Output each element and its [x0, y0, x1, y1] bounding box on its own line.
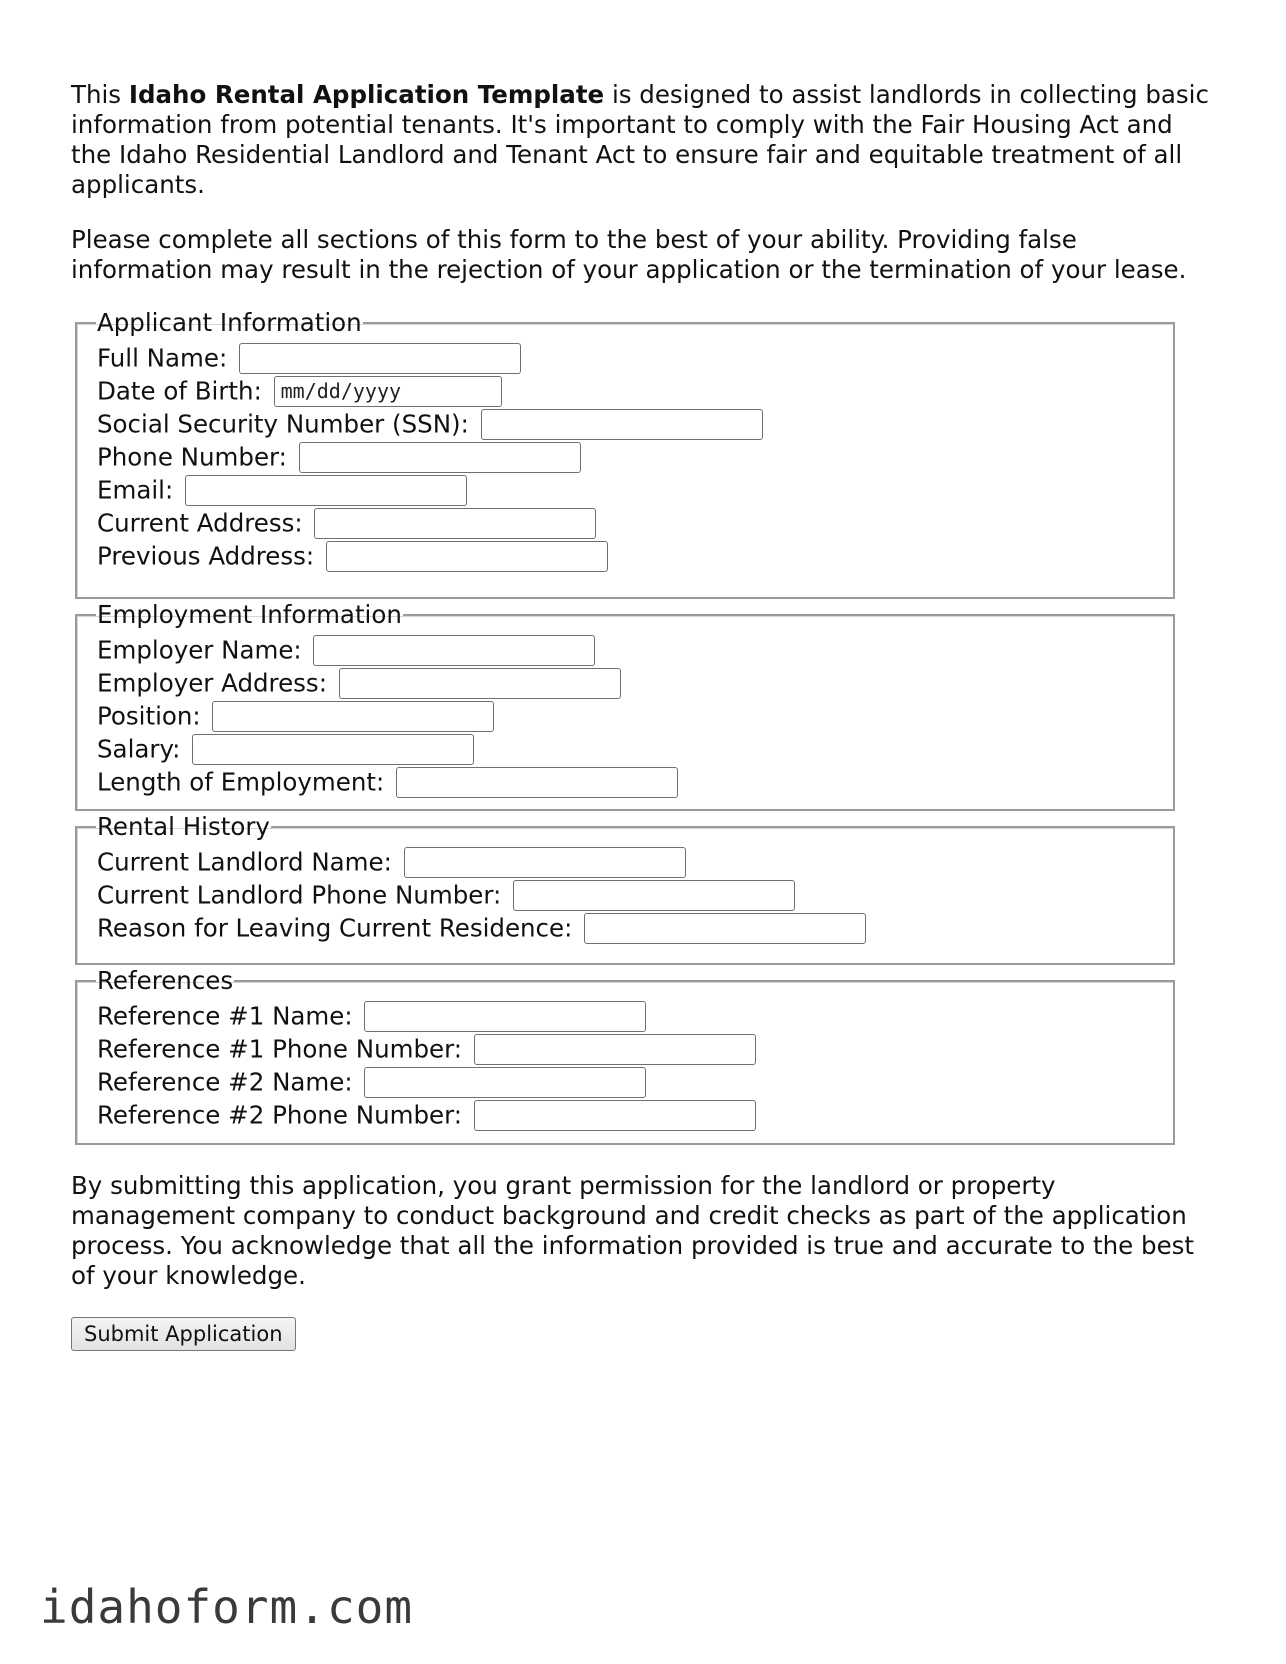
full-name-input[interactable]	[239, 343, 521, 374]
references-section	[75, 967, 1175, 1145]
landlord-phone-row	[97, 877, 1153, 910]
reference-1-phone-input[interactable]	[474, 1034, 756, 1065]
length-of-employment-input[interactable]	[396, 767, 678, 798]
rental-history-legend: Rental History	[97, 812, 270, 841]
reason-for-leaving-label: Reason for Leaving Current Residence:	[97, 913, 573, 943]
reference-1-phone-label: Reference #1 Phone Number:	[97, 1034, 462, 1064]
application-form	[71, 80, 1211, 1351]
reason-for-leaving-row	[97, 910, 1153, 943]
landlord-phone-input[interactable]	[513, 880, 795, 911]
reference-2-phone-label: Reference #2 Phone Number:	[97, 1100, 462, 1130]
phone-number-label: Phone Number:	[97, 442, 287, 472]
reference-2-name-row	[97, 1064, 1153, 1097]
employer-name-row	[97, 632, 1153, 665]
intro-lead: This	[71, 80, 129, 109]
reference-1-name-row	[97, 998, 1153, 1031]
reason-for-leaving-input[interactable]	[584, 913, 866, 944]
previous-address-row	[97, 538, 1153, 571]
date-of-birth-label: Date of Birth:	[97, 376, 262, 406]
length-of-employment-label: Length of Employment:	[97, 767, 385, 797]
full-name-label: Full Name:	[97, 343, 228, 373]
position-row	[97, 698, 1153, 731]
site-watermark: idahoform.com	[40, 1580, 414, 1634]
previous-address-input[interactable]	[326, 541, 608, 572]
current-address-label: Current Address:	[97, 508, 303, 538]
landlord-name-label: Current Landlord Name:	[97, 847, 392, 877]
landlord-name-input[interactable]	[404, 847, 686, 878]
employer-address-label: Employer Address:	[97, 668, 327, 698]
reference-2-phone-row	[97, 1097, 1153, 1130]
date-of-birth-input[interactable]	[274, 376, 502, 407]
reference-2-phone-input[interactable]	[474, 1100, 756, 1131]
position-input[interactable]	[212, 701, 494, 732]
employer-name-label: Employer Name:	[97, 635, 302, 665]
reference-1-name-input[interactable]	[364, 1001, 646, 1032]
employer-address-row	[97, 665, 1153, 698]
intro-paragraph	[71, 80, 1211, 200]
phone-number-row	[97, 439, 1153, 472]
applicant-information-section	[75, 309, 1175, 599]
instructions-paragraph: Please complete all sections of this form to the best of your ability. Providing false information may result in the rejection of your application or the termination of your lease.	[71, 225, 1187, 284]
position-label: Position:	[97, 701, 201, 731]
landlord-name-row	[97, 844, 1153, 877]
ssn-row	[97, 406, 1153, 439]
rental-history-section	[75, 813, 1175, 965]
phone-number-input[interactable]	[299, 442, 581, 473]
current-address-row	[97, 505, 1153, 538]
length-of-employment-row	[97, 764, 1153, 797]
intro-rest: is designed to assist landlords in collecting basic information from potential tenants. It's important to comply with the Fair Housing Act and the Idaho Residential Landlord and Tenant Act to ensure fair and equitable treatment of all applicants.	[71, 80, 1209, 199]
employment-information-legend: Employment Information	[97, 600, 402, 629]
salary-label: Salary:	[97, 734, 181, 764]
reference-2-name-input[interactable]	[364, 1067, 646, 1098]
date-of-birth-row	[97, 373, 1153, 406]
reference-1-phone-row	[97, 1031, 1153, 1064]
employment-information-section	[75, 601, 1175, 811]
ssn-label: Social Security Number (SSN):	[97, 409, 469, 439]
landlord-phone-label: Current Landlord Phone Number:	[97, 880, 502, 910]
email-row	[97, 472, 1153, 505]
salary-row	[97, 731, 1153, 764]
reference-2-name-label: Reference #2 Name:	[97, 1067, 353, 1097]
applicant-information-legend: Applicant Information	[97, 308, 362, 337]
ssn-input[interactable]	[481, 409, 763, 440]
employer-name-input[interactable]	[313, 635, 595, 666]
reference-1-name-label: Reference #1 Name:	[97, 1001, 353, 1031]
template-title: Idaho Rental Application Template	[128, 80, 605, 109]
submit-application-button[interactable]: Submit Application	[71, 1317, 296, 1351]
email-input[interactable]	[185, 475, 467, 506]
employer-address-input[interactable]	[339, 668, 621, 699]
current-address-input[interactable]	[314, 508, 596, 539]
salary-input[interactable]	[192, 734, 474, 765]
consent-paragraph: By submitting this application, you grant permission for the landlord or property management company to conduct background and credit checks as part of the application process. You acknowledge that all the information provided is true and accurate to the best of your knowledge.	[71, 1171, 1195, 1290]
email-label: Email:	[97, 475, 174, 505]
previous-address-label: Previous Address:	[97, 541, 315, 571]
references-legend: References	[97, 966, 234, 995]
full-name-row	[97, 340, 1153, 373]
